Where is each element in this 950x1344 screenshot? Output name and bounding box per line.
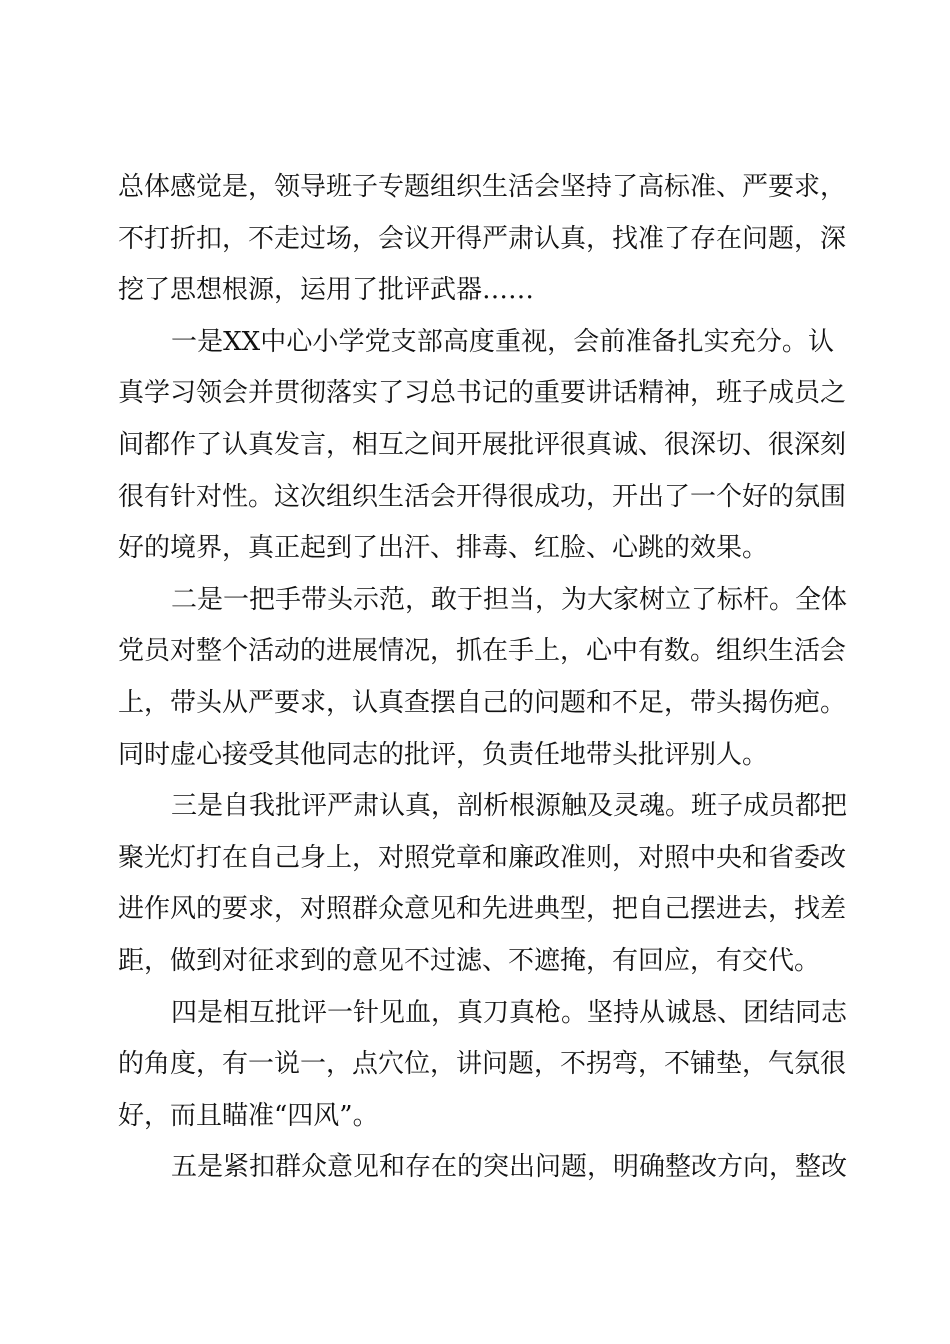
text-line: 好的境界，真正起到了出汗、排毒、红脸、心跳的效果。 <box>118 533 769 564</box>
text-line: 很有针对性。这次组织生活会开得很成功，开出了一个好的氛围 <box>118 481 847 512</box>
text-line: 三是自我批评严肃认真，剖析根源触及灵魂。班子成员都把 <box>171 791 848 822</box>
paragraph-point-four <box>118 988 848 1143</box>
text-line: 总体感觉是，领导班子专题组织生活会坚持了高标准、严要求， <box>118 172 847 202</box>
text-line: 四是相互批评一针见血，真刀真枪。坚持从诚恳、团结同志 <box>171 997 848 1028</box>
text-line: 党员对整个活动的进展情况，抓在手上，心中有数。组织生活会 <box>118 636 847 667</box>
paragraph-point-three <box>118 781 848 987</box>
text-line: 间都作了认真发言，相互之间开展批评很真诚、很深切、很深刻 <box>118 429 847 460</box>
text-line: 同时虚心接受其他同志的批评，负责任地带头批评别人。 <box>118 739 769 770</box>
text-line: 距，做到对征求到的意见不过滤、不遮掩，有回应，有交代。 <box>118 945 821 976</box>
text-line: 的角度，有一说一，点穴位，讲问题，不拐弯，不铺垫，气氛很 <box>118 1049 847 1080</box>
text-line: 聚光灯打在自己身上，对照党章和廉政准则，对照中央和省委改 <box>118 842 847 873</box>
text-line: 不打折扣，不走过场，会议开得严肃认真，找准了存在问题，深 <box>118 223 847 254</box>
text-line: 一是XX中心小学党支部高度重视，会前准备扎实充分。认 <box>171 326 834 357</box>
paragraph-point-five <box>118 1142 848 1194</box>
paragraph-point-two <box>118 575 848 781</box>
text-line: 好，而且瞄准“四风”。 <box>118 1100 379 1131</box>
text-line: 挖了思想根源，运用了批评武器…… <box>118 275 535 306</box>
text-line: 五是紧扣群众意见和存在的突出问题，明确整改方向，整改 <box>171 1152 848 1183</box>
text-line: 真学习领会并贯彻落实了习总书记的重要讲话精神，班子成员之 <box>118 378 847 409</box>
text-line: 进作风的要求，对照群众意见和先进典型，把自己摆进去，找差 <box>118 894 847 925</box>
text-line: 二是一把手带头示范，敢于担当，为大家树立了标杆。全体 <box>171 584 848 615</box>
paragraph-point-one <box>118 317 847 575</box>
paragraph-summary <box>118 162 847 317</box>
text-line: 上，带头从严要求，认真查摆自己的问题和不足，带头揭伤疤。 <box>118 687 847 718</box>
document-body <box>118 162 848 1194</box>
